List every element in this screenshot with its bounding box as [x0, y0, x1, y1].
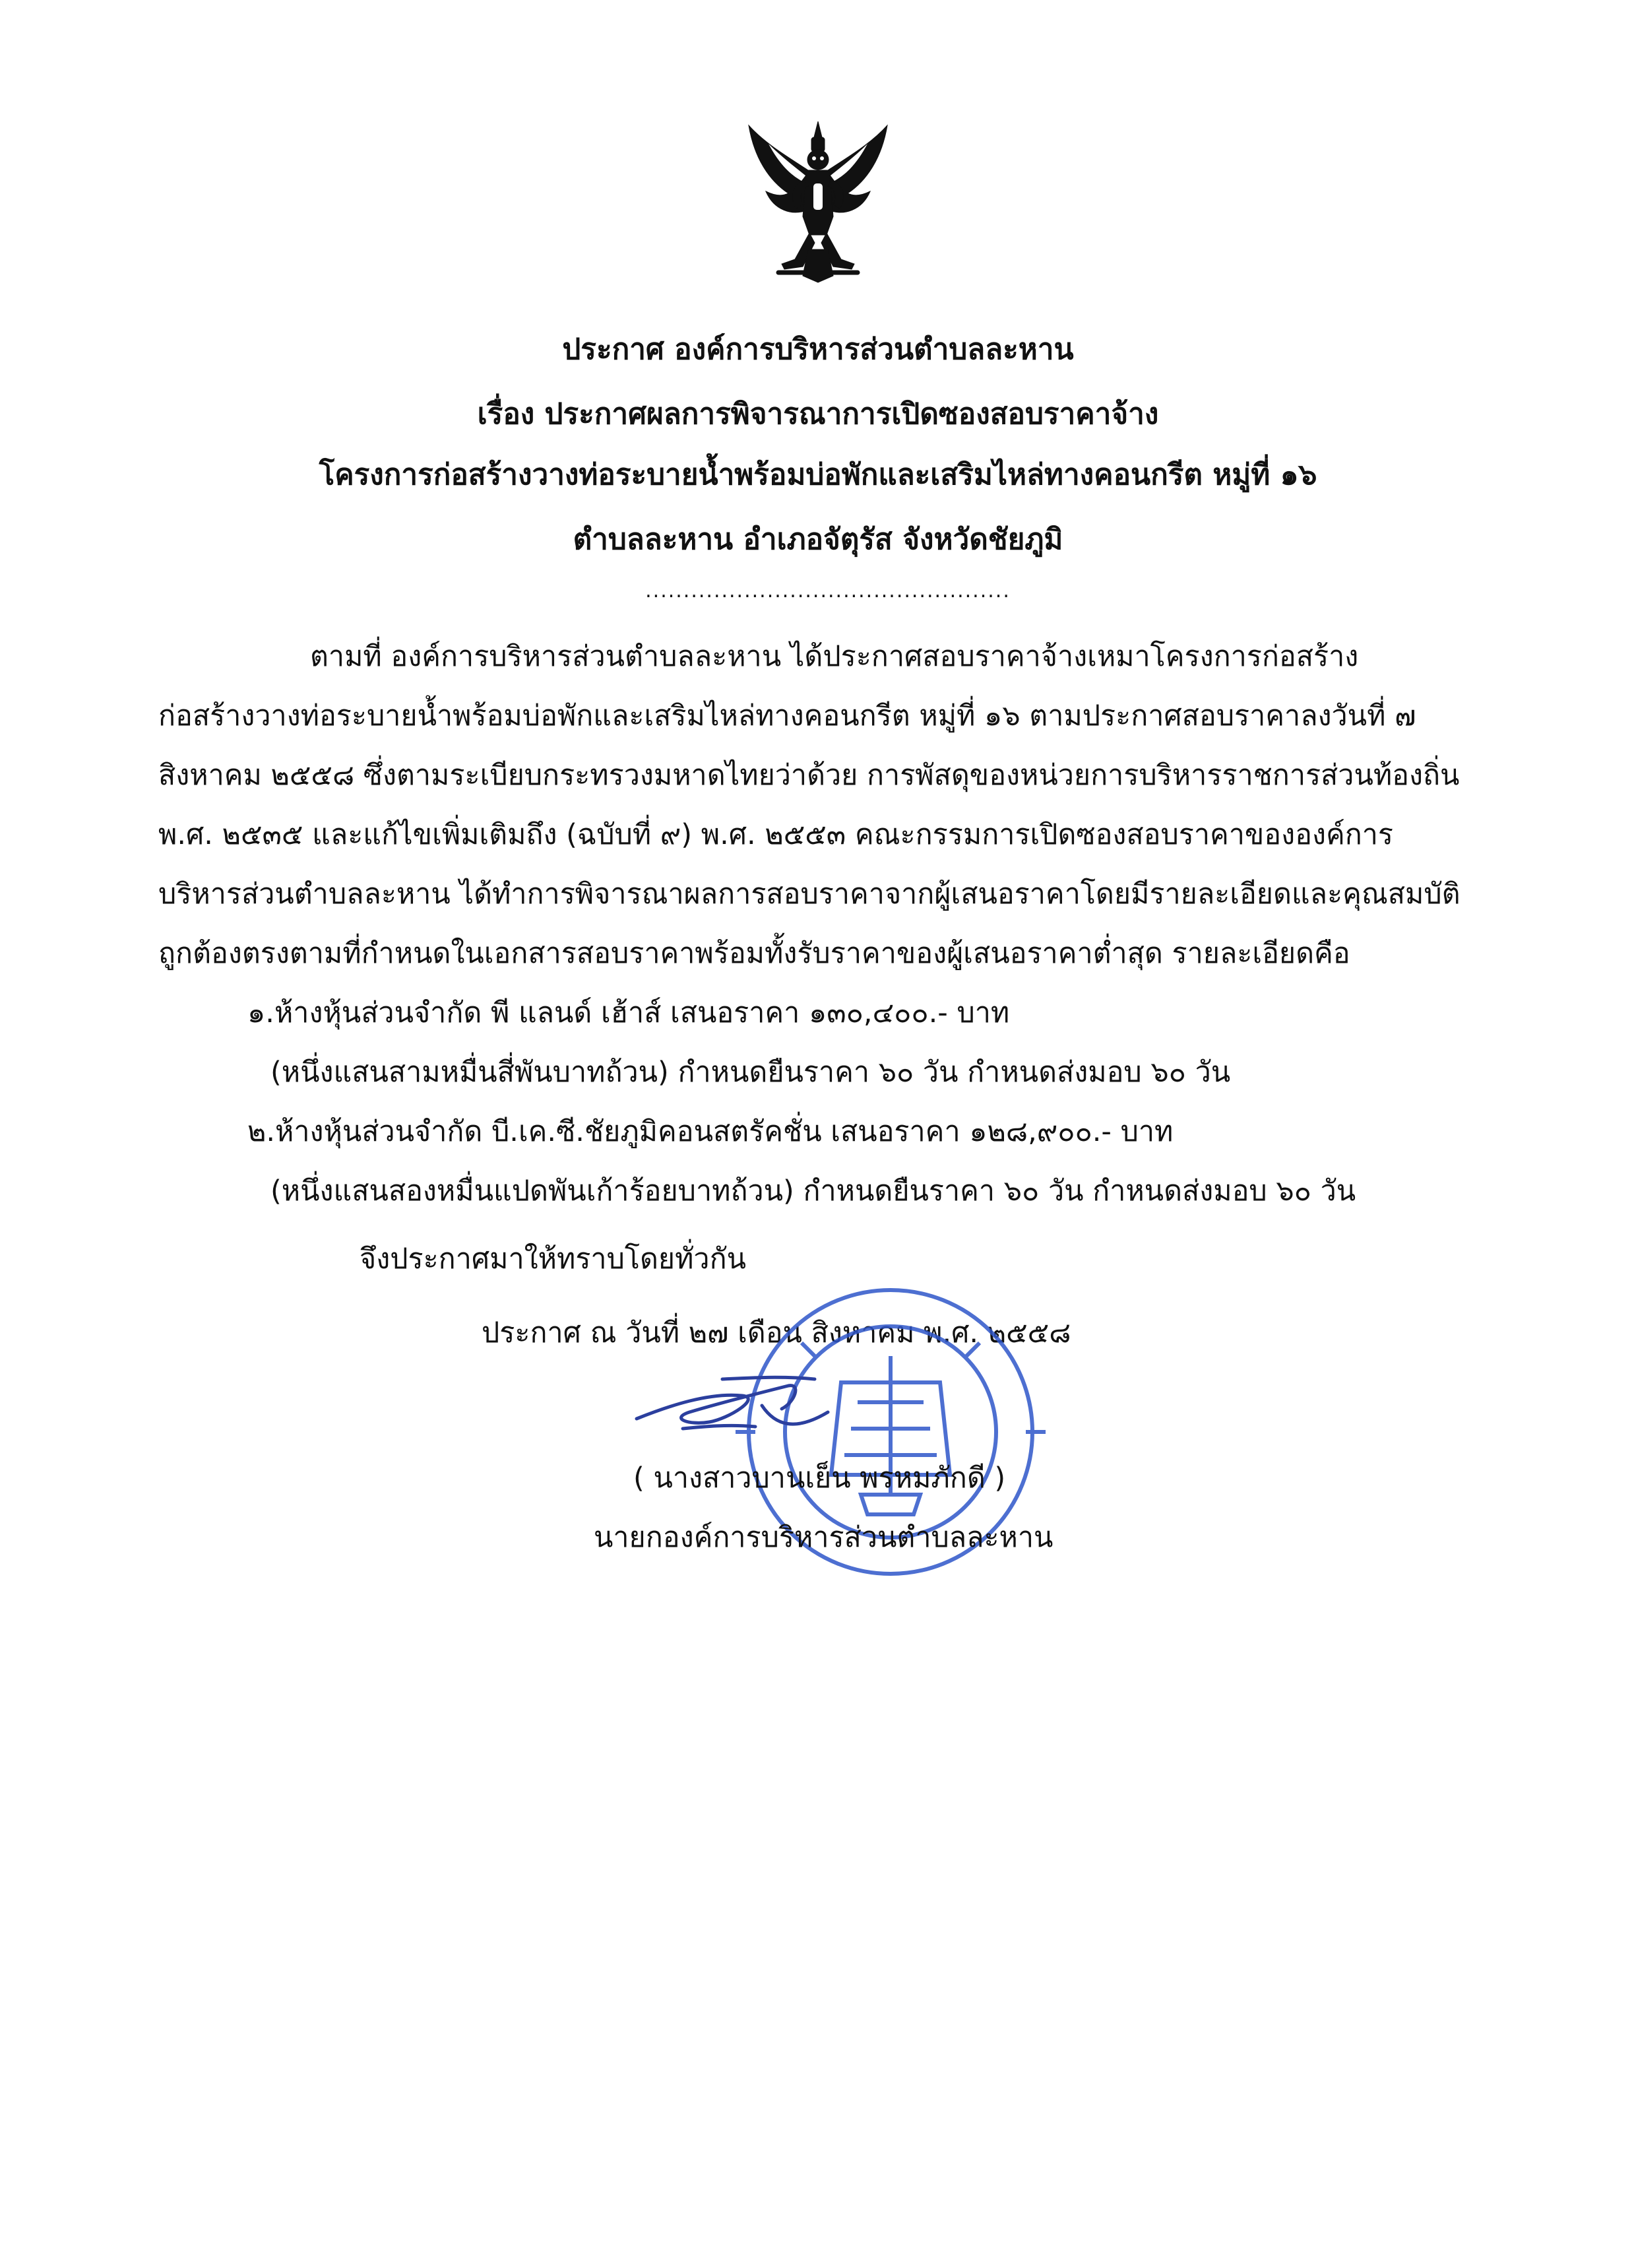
announcement-date: ประกาศ ณ วันที่ ๒๗ เดือน สิงหาคม พ.ศ. ๒๕๕๘ — [482, 1316, 1071, 1349]
body-line: สิงหาคม ๒๕๕๘ ซึ่งตามระเบียบกระทรวงมหาดไทยว่าด้วย การพัสดุของหน่วยการบริหารราชการส่วนท้องถิ่น — [158, 759, 1460, 792]
announcement-title: ประกาศ องค์การบริหารส่วนตำบลละหาน — [562, 333, 1074, 366]
closing-statement: จึงประกาศมาให้ทราบโดยทั่วกัน — [360, 1243, 747, 1276]
body-line: บริหารส่วนตำบลละหาน ได้ทำการพิจารณาผลการสอบราคาจากผู้เสนอราคาโดยมีรายละเอียดและคุณสมบัติ — [158, 878, 1461, 911]
body-line: ก่อสร้างวางท่อระบายน้ำพร้อมบ่อพักและเสริมไหล่ทางคอนกรีต หมู่ที่ ๑๖ ตามประกาศสอบราคาลงวันที่ ๗ — [158, 699, 1416, 732]
signature — [630, 1366, 854, 1445]
garuda-emblem — [742, 117, 894, 286]
project-location: ตำบลละหาน อำเภอจัตุรัส จังหวัดชัยภูมิ — [573, 523, 1063, 556]
bidder-1-line: ๑.ห้างหุ้นส่วนจำกัด พี แลนด์ เฮ้าส์ เสนอราคา ๑๓๐,๔๐๐.- บาท — [247, 996, 1010, 1029]
bidder-2-line: ๒.ห้างหุ้นส่วนจำกัด บี.เค.ซี.ชัยภูมิคอนสตรัคชั่น เสนอราคา ๑๒๘,๙๐๐.- บาท — [247, 1115, 1174, 1148]
project-name: โครงการก่อสร้างวางท่อระบายน้ำพร้อมบ่อพักและเสริมไหล่ทางคอนกรีต หมู่ที่ ๑๖ — [319, 458, 1317, 492]
announcement-subject: เรื่อง ประกาศผลการพิจารณาการเปิดซองสอบราคาจ้าง — [477, 397, 1159, 431]
header-separator: ................................................ — [645, 579, 1011, 599]
body-line: พ.ศ. ๒๕๓๕ และแก้ไขเพิ่มเติมถึง (ฉบับที่ ๙) พ.ศ. ๒๕๕๓ คณะกรรมการเปิดซองสอบราคาขององค์การ — [158, 818, 1393, 851]
bidder-2-detail: (หนึ่งแสนสองหมื่นแปดพันเก้าร้อยบาทถ้วน) กำหนดยืนราคา ๖๐ วัน กำหนดส่งมอบ ๖๐ วัน — [270, 1175, 1356, 1208]
signatory-position: นายกองค์การบริหารส่วนตำบลละหาน — [594, 1521, 1054, 1554]
body-line: ถูกต้องตรงตามที่กำหนดในเอกสารสอบราคาพร้อมทั้งรับราคาของผู้เสนอราคาต่ำสุด รายละเอียดคือ — [158, 937, 1350, 970]
bidder-1-detail: (หนึ่งแสนสามหมื่นสี่พันบาทถ้วน) กำหนดยืนราคา ๖๐ วัน กำหนดส่งมอบ ๖๐ วัน — [270, 1056, 1231, 1089]
body-line: ตามที่ องค์การบริหารส่วนตำบลละหาน ได้ประกาศสอบราคาจ้างเหมาโครงการก่อสร้าง — [310, 640, 1359, 673]
signatory-name: ( นางสาวบานเย็น พรหมภักดี ) — [633, 1462, 1006, 1495]
